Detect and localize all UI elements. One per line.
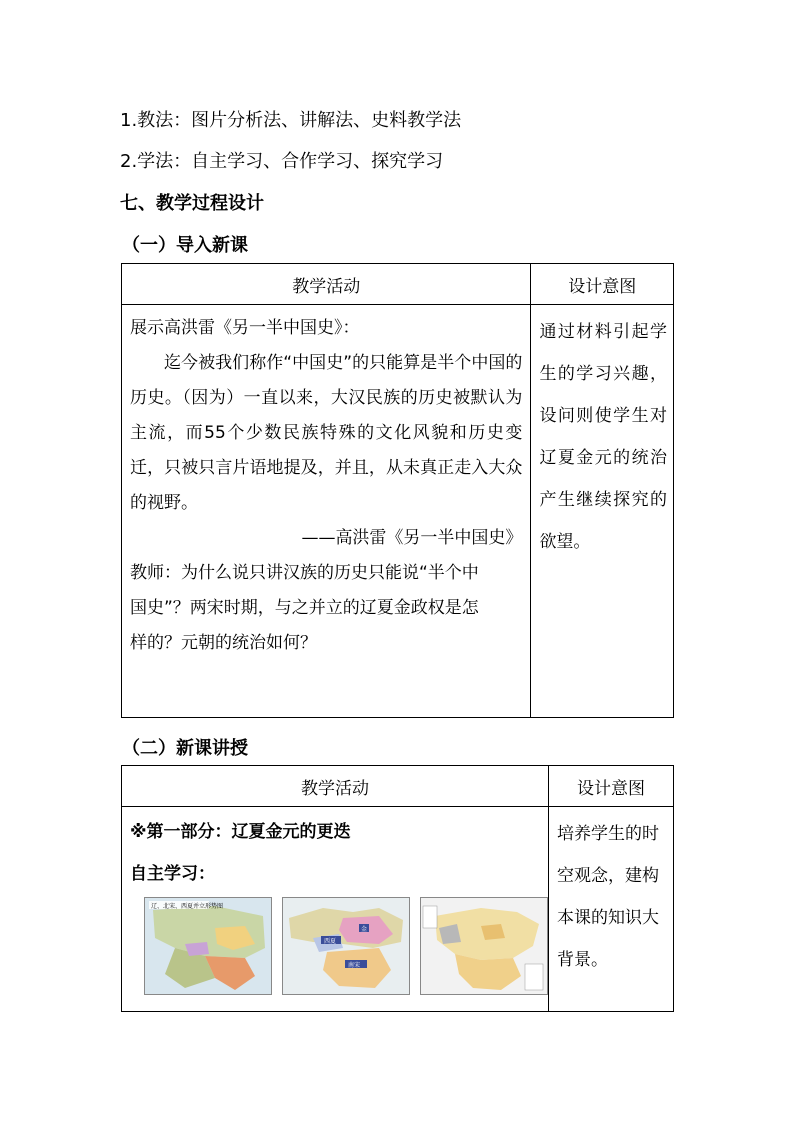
map-gallery — [122, 895, 548, 995]
intro-table — [121, 263, 674, 718]
table2-header-intent: 设计意图 — [549, 766, 674, 807]
part-one-heading: ※第一部分：辽夏金元的更迭 — [130, 822, 351, 842]
table1-header-activity: 教学活动 — [122, 264, 531, 305]
quote-paragraph: 迄今被我们称作“中国史”的只能算是半个中国的历史。（因为）一直以来，大汉民族的历史被默认为主流，而55个少数民族特殊的文化风貌和历史变迁，只被只言片语地提及，并且，从未真正走入大众的视野。 — [130, 353, 523, 513]
table1-header-intent: 设计意图 — [531, 264, 674, 305]
table2-header-activity: 教学活动 — [122, 766, 549, 807]
map-jin-nansong — [282, 897, 410, 995]
part1-heading: （一）导入新课 — [122, 235, 248, 256]
map2-label-jin: 金 — [361, 926, 368, 933]
table1-activity-cell — [122, 305, 531, 718]
teacher-question: 教师：为什么说只讲汉族的历史只能说“半个中国史”？两宋时期，与之并立的辽夏金政权是怎样的？元朝的统治如何？ — [130, 563, 479, 653]
map-liao-song-xixia — [144, 897, 272, 995]
section-heading: 七、教学过程设计 — [120, 193, 264, 214]
intent-text: 通过材料引起学生的学习兴趣，设问则使学生对辽夏金元的统治产生继续探究的欲望。 — [539, 322, 667, 552]
map2-label-nansong: 南宋 — [348, 962, 361, 969]
learning-method-line: 2.学法：自主学习、合作学习、探究学习 — [120, 151, 444, 172]
quote-source: ——高洪雷《另一半中国史》 — [301, 528, 523, 548]
self-study-label: 自主学习： — [130, 864, 215, 884]
map-yuan — [420, 897, 548, 995]
table2-intent-cell — [549, 807, 674, 1012]
lesson-table — [121, 765, 674, 1012]
intent-text-2: 培养学生的时空观念，建构本课的知识大背景。 — [557, 824, 659, 970]
part2-heading: （二）新课讲授 — [122, 738, 248, 759]
teaching-method-line: 1.教法：图片分析法、讲解法、史料教学法 — [120, 110, 462, 131]
intro-line: 展示高洪雷《另一半中国史》： — [130, 318, 360, 338]
table1-intent-cell — [531, 305, 674, 718]
map1-caption: 辽、北宋、西夏并立形势图 — [151, 903, 224, 910]
table2-activity-cell — [122, 807, 549, 1012]
map2-label-xixia: 西夏 — [324, 938, 337, 945]
